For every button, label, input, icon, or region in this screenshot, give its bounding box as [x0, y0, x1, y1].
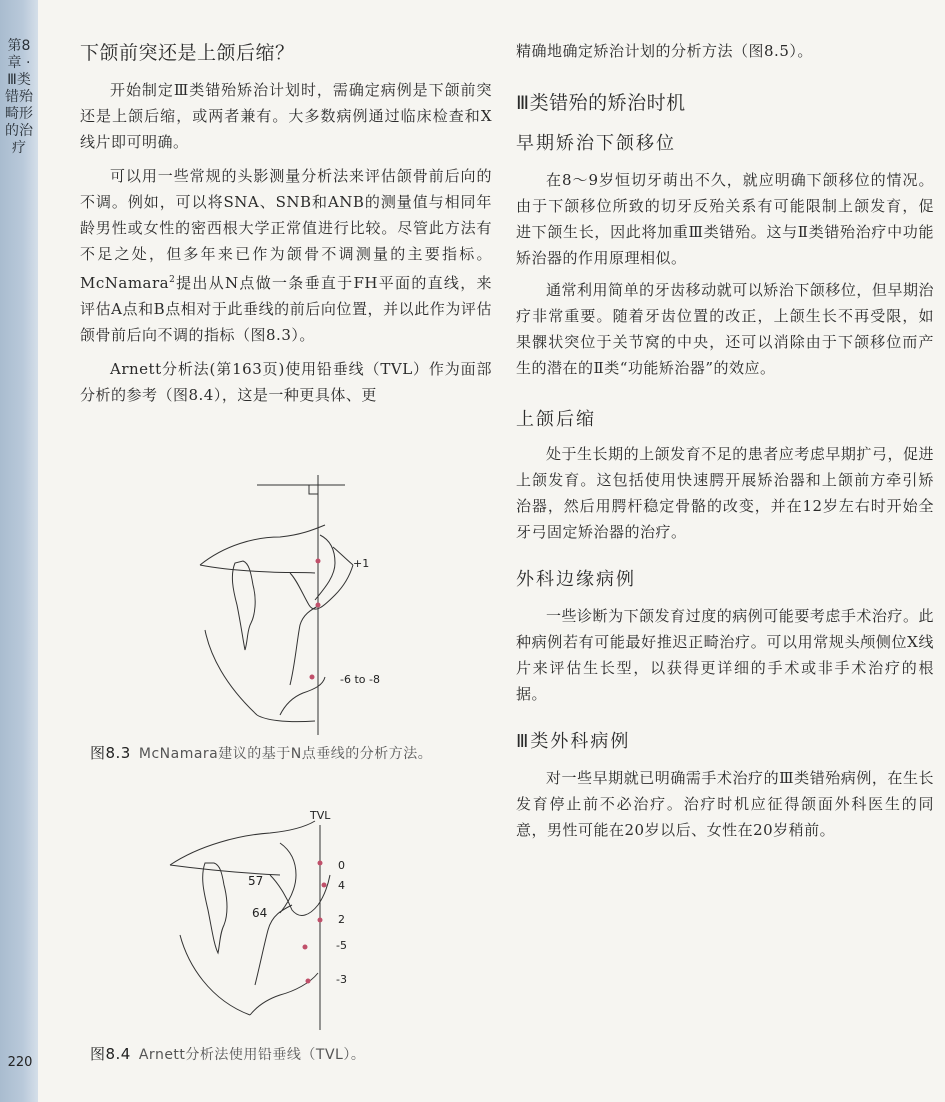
paragraph: Arnett分析法(第163页)使用铅垂线（TVL）作为面部分析的参考（图8.4），这是一种更具体、更: [80, 360, 492, 404]
figure-8-4-diagram: [160, 805, 385, 1030]
figure-8-3-caption: 图8.3 McNamara建议的基于N点垂线的分析方法。: [90, 744, 433, 762]
label-value-2: 2: [338, 913, 345, 926]
chapter-title: 第8章 · Ⅲ类错殆畸形的治疗: [5, 38, 33, 156]
paragraph: 可以用一些常规的头影测量分析法来评估颌骨前后向的不调。例如，可以将SNA、SNB和ANB的测量值与相同年龄男性或女性的密西根大学正常值进行比较。尽管此方法有不足之处，但多年来已作为颌骨不调测量的主要指标。McNamara$^2$提出从N点做一条垂直于FH平面的直线，来评估A点和B点相对于此垂线的前后向位置，并以此作为评估颌骨前后向不调的指标（图8.3）。: [80, 167, 492, 344]
label-angle-64: 64: [252, 906, 268, 920]
subheading-borderline-surgical: 外科边缘病例: [516, 569, 636, 590]
paragraph: 开始制定Ⅲ类错殆矫治计划时，需确定病例是下颌前突还是上颌后缩，或两者兼有。大多数病例通过临床检查和X线片即可明确。: [80, 81, 492, 151]
figure-8-4-caption: 图8.4 Arnett分析法使用铅垂线（TVL）。: [90, 1045, 366, 1063]
figure-8-3-diagram: [185, 465, 400, 745]
label-value-minus-3: -3: [336, 973, 347, 986]
paragraph: 通常利用简单的牙齿移动就可以矫治下颌移位，但早期治疗非常重要。随着牙齿位置的改正，上颌生长不再受限，如果髁状突位于关节窝的中央，还可以消除由于下颌移位而产生的潜在的Ⅱ类“功能矫治器”的效应。: [516, 281, 934, 377]
label-value-minus-5: -5: [336, 939, 347, 952]
subheading-surgical-cases: Ⅲ类外科病例: [516, 731, 631, 752]
paragraph: 精确地确定矫治计划的分析方法（图8.5）。: [516, 42, 813, 60]
section-heading-timing: Ⅲ类错殆的矫治时机: [516, 92, 686, 114]
section-heading-prognathism: 下颌前突还是上颌后缩？: [80, 42, 295, 64]
left-column: [80, 38, 492, 408]
page-number: 220: [7, 1055, 33, 1070]
label-angle-57: 57: [248, 874, 264, 888]
label-tvl: TVL: [310, 809, 331, 822]
label-value-0: 0: [338, 859, 345, 872]
paragraph: 处于生长期的上颌发育不足的患者应考虑早期扩弓，促进上颌发育。这包括使用快速腭开展矫治器和上颌前方牵引矫治器，然后用腭杆稳定骨骼的改变，并在12岁左右时开始全牙弓固定矫治器的治疗。: [516, 445, 934, 541]
paragraph: 对一些早期就已明确需手术治疗的Ⅲ类错殆病例，在生长发育停止前不必治疗。治疗时机应征得颌面外科医生的同意，男性可能在20岁以后、女性在20岁稍前。: [516, 769, 934, 839]
subheading-maxillary-retrusion: 上颌后缩: [516, 409, 596, 430]
chapter-side-tab: [0, 0, 38, 1102]
paragraph: 一些诊断为下颌发育过度的病例可能要考虑手术治疗。此种病例若有可能最好推迟正畸治疗。可以用常规头颅侧位X线片来评估生长型，以获得更详细的手术或非手术治疗的根据。: [516, 607, 934, 703]
right-column: [516, 38, 934, 843]
paragraph: 在8～9岁恒切牙萌出不久，就应明确下颌移位的情况。由于下颌移位所致的切牙反殆关系有可能限制上颌发育，促进下颌生长，因此将加重Ⅲ类错殆。这与Ⅱ类错殆治疗中功能矫治器的作用原理相似。: [516, 171, 934, 267]
label-minus-6-to-8: -6 to -8: [340, 673, 380, 686]
label-plus-1: +1: [353, 557, 370, 570]
label-value-4: 4: [338, 879, 345, 892]
subheading-early-treatment: 早期矫治下颌移位: [516, 133, 676, 154]
